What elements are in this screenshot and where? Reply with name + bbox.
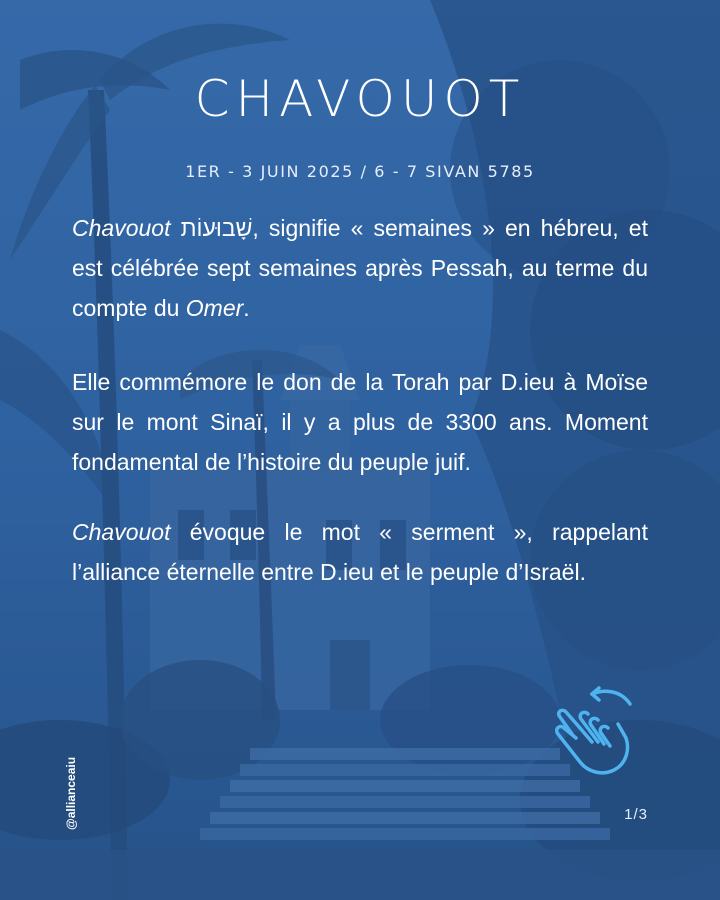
paragraph-text: évoque le mot « serment », rappelant l’alliance éternelle entre D.ieu et le peuple d’Israël. [72, 519, 648, 585]
hebrew-word: שָׁבוּעוֹת [180, 215, 253, 241]
term-omer: Omer [185, 295, 244, 321]
paragraph-meaning [72, 208, 648, 328]
paragraph-torah [72, 362, 648, 482]
paragraph-oath [72, 512, 648, 592]
paragraph-text: , signifie « semaines » en hébreu, et est célébrée sept semaines après Pessah, au terme du compte du [72, 215, 648, 321]
term-chavouot: Chavouot [72, 519, 171, 545]
paragraph-text-end: . [243, 295, 250, 321]
date-subtitle: 1ER - 3 JUIN 2025 / 6 - 7 SIVAN 5785 [185, 162, 535, 181]
swipe-hand-icon[interactable] [552, 684, 636, 780]
paragraph-text: Elle commémore le don de la Torah par D.ieu à Moïse sur le mont Sinaï, il y a plus de 3300 ans. Moment fondamental de l’histoire du peuple juif. [72, 369, 648, 475]
page-indicator: 1/3 [624, 806, 648, 823]
account-handle: @allianceaiu [64, 756, 78, 830]
page-title: CHAVOUOT [194, 70, 526, 128]
term-chavouot: Chavouot [72, 215, 171, 241]
